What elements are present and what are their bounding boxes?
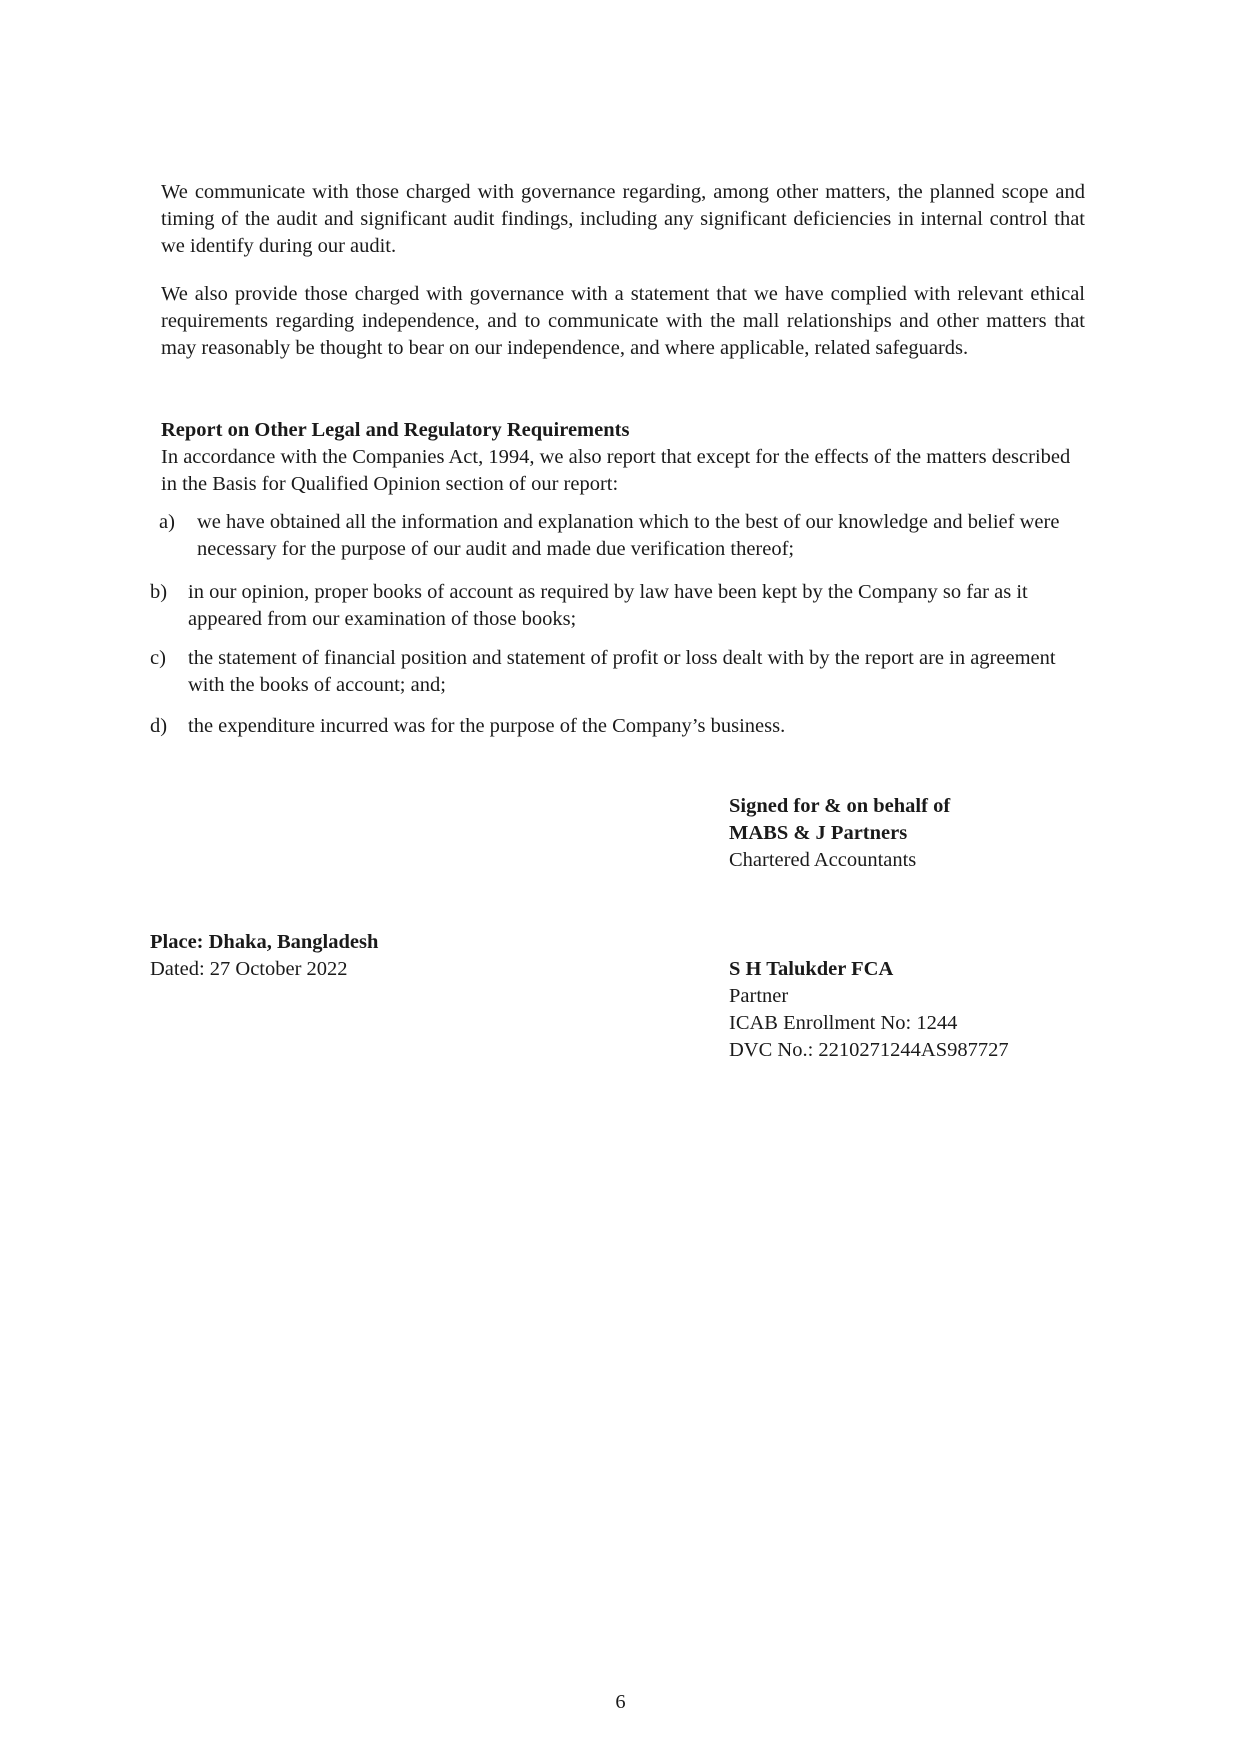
list-item-text: we have obtained all the information and explanation which to the best of our knowledge and belief were necessary for the purpose of our audit and made due verification thereof;: [197, 511, 1060, 560]
list-marker: b): [150, 581, 168, 603]
signed-on-behalf-line: Signed for & on behalf of: [729, 795, 951, 817]
signature-block: [729, 793, 950, 874]
list-item-text: in our opinion, proper books of account as required by law have been kept by the Company so far as it appeared from our examination of those books;: [188, 581, 1028, 630]
list-marker: d): [150, 715, 168, 737]
page-number: 6: [615, 1691, 626, 1713]
partner-name: S H Talukder FCA: [729, 958, 894, 980]
independence-statement-paragraph: We also provide those charged with governance with a statement that we have complied with relevant ethical requirements regarding independence, and to communicate with the mall relationships and other matters that may reasonably be thought to bear on our independence, and where applicable, related safeguards.: [161, 283, 1085, 359]
icab-enrollment: ICAB Enrollment No: 1244: [729, 1012, 958, 1034]
legal-requirements-intro: In accordance with the Companies Act, 1994, we also report that except for the effects of the matters described in the Basis for Qualified Opinion section of our report:: [161, 446, 1071, 495]
firm-name: MABS & J Partners: [729, 822, 908, 844]
dated-line: Dated: 27 October 2022: [150, 958, 348, 980]
legal-requirements-heading: Report on Other Legal and Regulatory Requirements: [161, 419, 630, 441]
list-marker: a): [159, 511, 175, 533]
place-line: Place: Dhaka, Bangladesh: [150, 931, 379, 953]
place-date-block: [150, 929, 378, 983]
list-item-text: the expenditure incurred was for the purpose of the Company’s business.: [188, 715, 786, 737]
partner-title: Partner: [729, 985, 789, 1007]
firm-type: Chartered Accountants: [729, 849, 917, 871]
dvc-number: DVC No.: 2210271244AS987727: [729, 1039, 1009, 1061]
partner-block: [729, 956, 1009, 1064]
governance-communication-paragraph: We communicate with those charged with governance regarding, among other matters, the planned scope and timing of the audit and significant audit findings, including any significant deficiencies in internal control that we identify during our audit.: [161, 181, 1085, 257]
list-item-text: the statement of financial position and statement of profit or loss dealt with by the report are in agreement with the books of account; and;: [188, 647, 1056, 696]
list-marker: c): [150, 647, 166, 669]
